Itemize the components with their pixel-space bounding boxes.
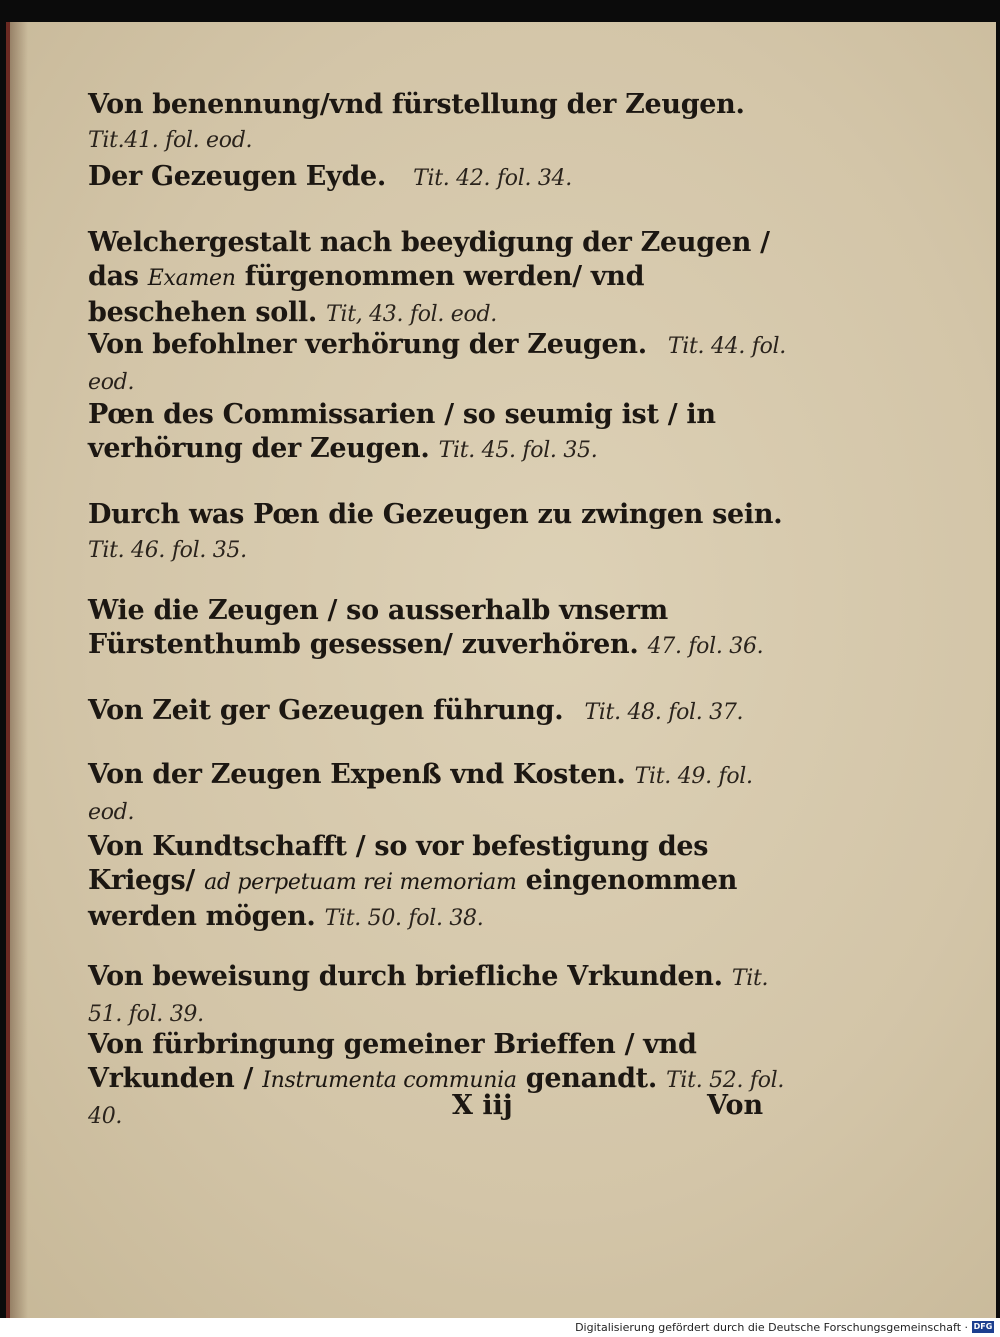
entry-latin: Examen [147, 266, 236, 291]
entry-reference: Tit. 45. fol. 35. [438, 438, 598, 463]
entry-text: Von Kundtschafft / so vor befestigung des Kriegs/ [88, 831, 709, 896]
index-entry-52 [88, 1028, 788, 1134]
index-entry-41 [88, 88, 788, 158]
entry-reference: Tit, 43. fol. eod. [326, 302, 497, 327]
entry-reference: Tit. 49. fol. eod. [88, 764, 753, 825]
entry-text-continued: eingenommen werden mögen. [88, 865, 738, 932]
index-entry-43 [88, 226, 788, 332]
entry-text: Durch was Pœn die Gezeugen zu zwingen sein. [88, 499, 783, 530]
page-fold-shadow [10, 22, 28, 1318]
entry-reference: Tit. 48. fol. 37. [584, 700, 744, 725]
entry-reference: Tit.41. fol. eod. [88, 128, 253, 153]
index-entry-44 [88, 328, 788, 400]
entry-reference: Tit. 46. fol. 35. [88, 538, 247, 563]
entry-reference: Tit. 42. fol. 34. [413, 166, 572, 191]
index-entry-45 [88, 398, 788, 468]
catchword: Von [707, 1090, 764, 1121]
index-entry-49 [88, 758, 788, 830]
entry-reference: Tit. 44. fol. eod. [88, 334, 786, 395]
dfg-logo: DFG [973, 1322, 993, 1331]
entry-reference: 47. fol. 36. [647, 634, 764, 659]
entry-text-continued: genandt. [525, 1063, 657, 1094]
entry-text-continued: fürgenommen werden/ vnd beschehen soll. [88, 261, 645, 328]
index-entry-48 [88, 694, 788, 730]
signature-mark: X iij [452, 1090, 513, 1121]
entry-text: Welchergestalt nach beeydigung der Zeugen / das [88, 227, 770, 292]
entry-text: Von fürbringung gemeiner Brieffen / vnd Vrkunden / [88, 1029, 697, 1094]
entry-latin: ad perpetuam rei memoriam [204, 870, 517, 895]
index-entry-42 [88, 160, 788, 196]
index-entry-51 [88, 960, 788, 1032]
index-entry-50 [88, 830, 788, 936]
entry-text: Von Zeit ger Gezeugen führung. [88, 695, 564, 726]
entry-text: Von benennung/vnd fürstellung der Zeugen. [88, 89, 745, 120]
entry-latin: Instrumenta communia [262, 1068, 517, 1093]
index-entry-46 [88, 498, 788, 568]
entry-reference: Tit. 51. fol. 39. [88, 966, 769, 1027]
entry-reference: Tit. 52. fol. 40. [88, 1068, 785, 1129]
entry-reference: Tit. 50. fol. 38. [324, 906, 484, 931]
entry-text: Der Gezeugen Eyde. [88, 161, 387, 192]
entry-text: Pœn des Commissarien / so seumig ist / in verhörung der Zeugen. [88, 399, 716, 464]
entry-text: Von befohlner verhörung der Zeugen. [88, 329, 647, 360]
digitization-credit: Digitalisierung gefördert durch die Deutsche Forschungsgemeinschaft · [575, 1321, 968, 1334]
index-entry-47 [88, 594, 788, 664]
entry-text: Wie die Zeugen / so ausserhalb vnserm Fürstenthumb gesessen/ zuverhören. [88, 595, 668, 660]
entry-text: Von beweisung durch briefliche Vrkunden. [88, 961, 723, 992]
entry-text: Von der Zeugen Expenß vnd Kosten. [88, 759, 626, 790]
